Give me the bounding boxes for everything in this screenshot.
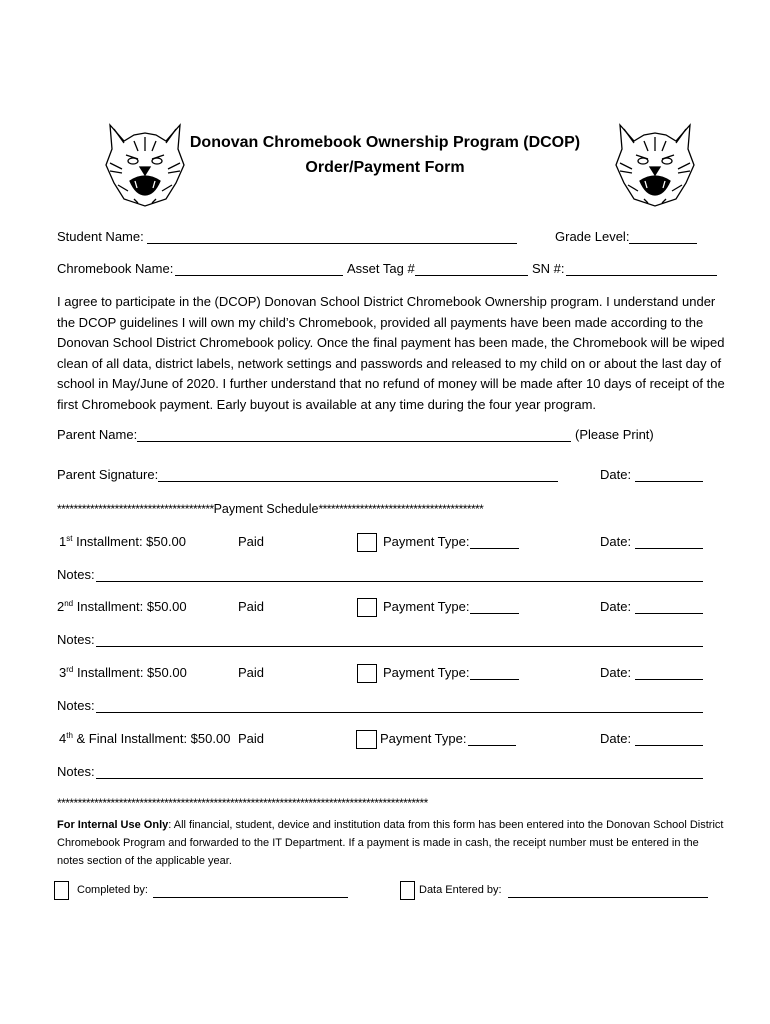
payment-type-field[interactable]: [470, 679, 519, 680]
form-title: Donovan Chromebook Ownership Program (DCOP): [189, 134, 581, 151]
star-divider: ****************************************: [318, 502, 484, 516]
notes-label: Notes:: [57, 632, 95, 647]
date-label: Date:: [600, 599, 632, 614]
star-divider: **************************************: [57, 502, 214, 516]
sn-label: SN #:: [532, 261, 565, 276]
student-name-field[interactable]: [147, 243, 517, 244]
parent-name-field[interactable]: [137, 441, 571, 442]
payment-schedule-title: Payment Schedule: [213, 502, 319, 516]
payment-type-field[interactable]: [468, 745, 516, 746]
notes-field[interactable]: [96, 778, 703, 779]
notes-label: Notes:: [57, 698, 95, 713]
chromebook-name-field[interactable]: [175, 275, 343, 276]
internal-use-note: For Internal Use Only: All financial, student, device and institution data from this form has been entered into the Donovan School District Chromebook Program and forwarded to the IT Department. If a payment is made in cash, the receipt number must be entered in the notes section of the applicable year.: [57, 819, 724, 867]
please-print-note: (Please Print): [575, 427, 654, 442]
installment-label: 1st Installment: $50.00: [59, 534, 186, 549]
paid-label: Paid: [238, 665, 265, 680]
form-subtitle: Order/Payment Form: [305, 159, 465, 176]
parent-name-label: Parent Name:: [57, 427, 138, 442]
parent-signature-label: Parent Signature:: [57, 467, 159, 482]
paid-checkbox[interactable]: [357, 533, 377, 552]
paid-label: Paid: [238, 731, 265, 746]
asset-tag-field[interactable]: [415, 275, 528, 276]
payment-schedule-header: [57, 500, 483, 518]
payment-type-label: Payment Type:: [383, 665, 470, 680]
parent-signature-field[interactable]: [158, 481, 558, 482]
signature-date-label: Date:: [600, 467, 632, 482]
date-label: Date:: [600, 534, 632, 549]
paid-checkbox[interactable]: [357, 598, 377, 617]
data-entered-by-field[interactable]: [508, 897, 708, 898]
star-divider: ******************************************************************************************: [57, 796, 428, 810]
payment-type-label: Payment Type:: [383, 534, 470, 549]
notes-field[interactable]: [96, 581, 703, 582]
notes-label: Notes:: [57, 567, 95, 582]
notes-field[interactable]: [96, 646, 703, 647]
payment-type-field[interactable]: [470, 613, 519, 614]
grade-level-field[interactable]: [629, 243, 697, 244]
installment-label: 4th & Final Installment: $50.00: [59, 731, 231, 746]
date-label: Date:: [600, 731, 632, 746]
asset-tag-label: Asset Tag #: [347, 261, 415, 276]
student-name-label: Student Name:: [57, 229, 144, 244]
data-entered-checkbox[interactable]: [400, 881, 415, 900]
wildcat-head-icon: [614, 113, 696, 208]
payment-type-field[interactable]: [470, 548, 519, 549]
date-field[interactable]: [635, 745, 703, 746]
paid-checkbox[interactable]: [356, 730, 377, 749]
data-entered-by-label: Data Entered by:: [419, 884, 502, 896]
completed-by-label: Completed by:: [77, 884, 148, 896]
date-field[interactable]: [635, 613, 703, 614]
date-label: Date:: [600, 665, 632, 680]
chromebook-name-label: Chromebook Name:: [57, 261, 174, 276]
sn-field[interactable]: [566, 275, 717, 276]
date-field[interactable]: [635, 679, 703, 680]
agreement-text: I agree to participate in the (DCOP) Donovan School District Chromebook Ownership program. I understand under the DCOP guidelines I will own my child’s Chromebook, provided all payments have been made according to the Donovan School District Chromebook policy. Once the final payment has been made, the Chromebook will be wiped clean of all data, district labels, network settings and passwords and released to my child on or about the last day of school in May/June of 2020. I further understand that no refund of money will be made after 10 days of receipt of the first Chromebook payment. Early buyout is available at any time during the four year program.: [57, 294, 725, 412]
date-field[interactable]: [635, 548, 703, 549]
notes-field[interactable]: [96, 712, 703, 713]
paid-label: Paid: [238, 599, 265, 614]
paid-label: Paid: [238, 534, 265, 549]
signature-date-field[interactable]: [635, 481, 703, 482]
installment-label: 2nd Installment: $50.00: [57, 599, 187, 614]
completed-checkbox[interactable]: [54, 881, 69, 900]
installment-label: 3rd Installment: $50.00: [59, 665, 187, 680]
paid-checkbox[interactable]: [357, 664, 377, 683]
completed-by-field[interactable]: [153, 897, 348, 898]
payment-type-label: Payment Type:: [383, 599, 470, 614]
grade-level-label: Grade Level:: [555, 229, 630, 244]
notes-label: Notes:: [57, 764, 95, 779]
payment-type-label: Payment Type:: [380, 731, 467, 746]
